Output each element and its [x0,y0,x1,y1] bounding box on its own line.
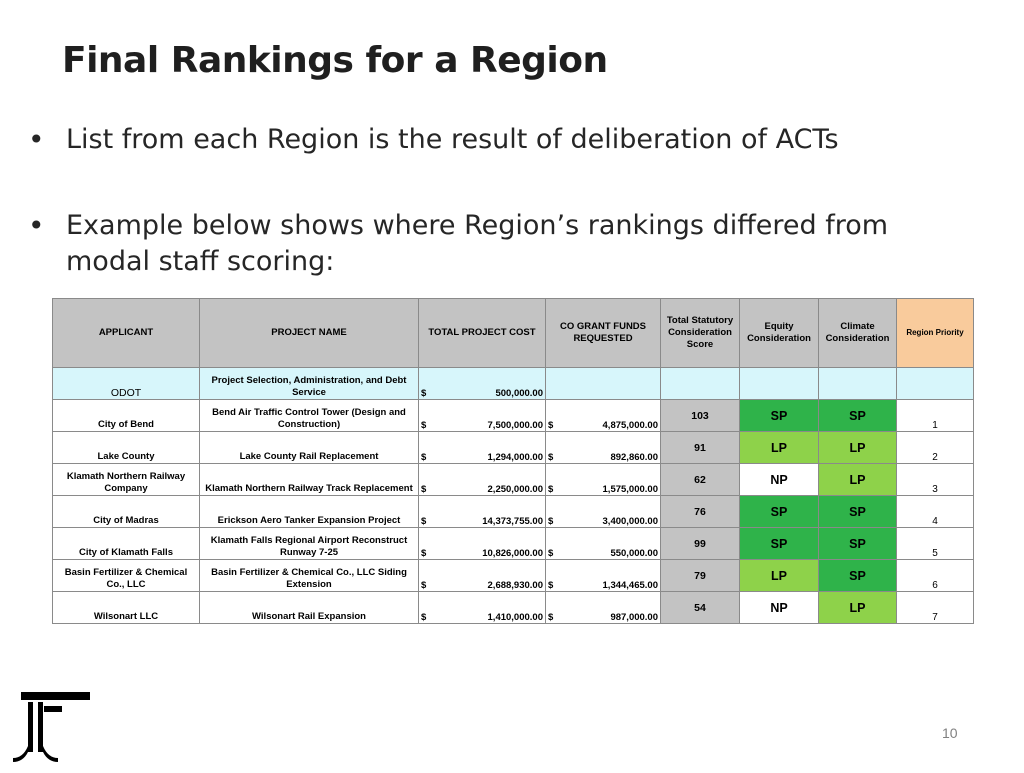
cell-climate: SP [819,400,897,432]
cell-total-cost-amount: 2,688,930.00 [487,580,543,591]
currency-symbol: $ [548,612,554,623]
col-header-co-grant-funds: CO GRANT FUNDS REQUESTED [546,299,661,368]
bullet-list [28,122,958,280]
cell-score: 103 [661,400,740,432]
cell-grant [546,464,661,496]
cell-project-name: Klamath Falls Regional Airport Reconstruct Runway 7-25 [200,528,419,560]
currency-symbol: $ [421,548,427,559]
currency-symbol: $ [548,580,554,591]
cell-project-name: Klamath Northern Railway Track Replacement [200,464,419,496]
cell-grant-amount: 550,000.00 [610,548,658,559]
col-header-total-project-cost: TOTAL PROJECT COST [419,299,546,368]
cell-total-cost [419,592,546,624]
cell-project-name: Project Selection, Administration, and Debt Service [200,368,419,400]
cell-priority: 3 [897,464,974,496]
cell-priority: 4 [897,496,974,528]
cell-total-cost [419,528,546,560]
cell-score: 54 [661,592,740,624]
cell-grant [546,400,661,432]
table-header-row [53,299,974,368]
cell-grant [546,496,661,528]
cell-total-cost-amount: 1,294,000.00 [487,452,543,463]
currency-symbol: $ [548,516,554,527]
cell-equity: LP [740,560,819,592]
cell-total-cost-amount: 7,500,000.00 [487,420,543,431]
cell-total-cost-amount: 2,250,000.00 [487,484,543,495]
cell-climate [819,368,897,400]
table-row [53,432,974,464]
cell-equity: SP [740,400,819,432]
cell-equity: LP [740,432,819,464]
cell-grant-amount: 3,400,000.00 [602,516,658,527]
odot-logo-icon [0,684,102,768]
cell-total-cost [419,560,546,592]
currency-symbol: $ [421,612,427,623]
rankings-table [52,298,974,624]
slide-title: Final Rankings for a Region [62,40,608,81]
cell-total-cost [419,400,546,432]
cell-climate: LP [819,432,897,464]
cell-grant-amount: 1,575,000.00 [602,484,658,495]
cell-grant [546,592,661,624]
cell-grant-amount: 4,875,000.00 [602,420,658,431]
cell-equity: SP [740,528,819,560]
currency-symbol: $ [421,580,427,591]
col-header-climate: Climate Consideration [819,299,897,368]
cell-grant-amount: 892,860.00 [610,452,658,463]
cell-priority [897,368,974,400]
cell-applicant: City of Madras [53,496,200,528]
currency-symbol: $ [548,452,554,463]
cell-grant [546,432,661,464]
cell-project-name: Basin Fertilizer & Chemical Co., LLC Siding Extension [200,560,419,592]
currency-symbol: $ [421,420,427,431]
cell-equity: NP [740,592,819,624]
cell-score: 99 [661,528,740,560]
cell-climate: LP [819,592,897,624]
col-header-project-name: PROJECT NAME [200,299,419,368]
currency-symbol: $ [421,388,427,399]
cell-total-cost [419,432,546,464]
cell-project-name: Wilsonart Rail Expansion [200,592,419,624]
cell-applicant: City of Bend [53,400,200,432]
odot-logo-graphic [0,684,102,768]
cell-equity: SP [740,496,819,528]
cell-total-cost-amount: 10,826,000.00 [482,548,543,559]
cell-score: 62 [661,464,740,496]
page-number: 10 [942,725,958,741]
cell-grant-amount: 1,344,465.00 [602,580,658,591]
col-header-equity: Equity Consideration [740,299,819,368]
cell-applicant: ODOT [53,368,200,400]
cell-grant [546,528,661,560]
table-row [53,592,974,624]
cell-total-cost-amount: 14,373,755.00 [482,516,543,527]
cell-equity [740,368,819,400]
table-row [53,464,974,496]
cell-score: 91 [661,432,740,464]
cell-project-name: Lake County Rail Replacement [200,432,419,464]
cell-priority: 7 [897,592,974,624]
col-header-region-priority: Region Priority [897,299,974,368]
cell-priority: 1 [897,400,974,432]
cell-project-name: Erickson Aero Tanker Expansion Project [200,496,419,528]
table-row [53,528,974,560]
cell-project-name: Bend Air Traffic Control Tower (Design and Construction) [200,400,419,432]
cell-climate: SP [819,528,897,560]
cell-grant [546,560,661,592]
cell-climate: SP [819,496,897,528]
cell-grant [546,368,661,400]
cell-equity: NP [740,464,819,496]
cell-priority: 6 [897,560,974,592]
currency-symbol: $ [548,420,554,431]
cell-score [661,368,740,400]
bullet-item: • Example below shows where Region’s rankings differed from modal staff scoring: [28,208,958,280]
col-header-applicant: APPLICANT [53,299,200,368]
cell-priority: 2 [897,432,974,464]
currency-symbol: $ [421,452,427,463]
cell-applicant: City of Klamath Falls [53,528,200,560]
currency-symbol: $ [421,484,427,495]
cell-priority: 5 [897,528,974,560]
cell-grant-amount: 987,000.00 [610,612,658,623]
cell-score: 79 [661,560,740,592]
table-row [53,400,974,432]
table-row [53,368,974,400]
cell-score: 76 [661,496,740,528]
col-header-total-statutory-score: Total Statutory Consideration Score [661,299,740,368]
cell-total-cost [419,464,546,496]
cell-total-cost-amount: 1,410,000.00 [487,612,543,623]
cell-climate: LP [819,464,897,496]
cell-applicant: Wilsonart LLC [53,592,200,624]
cell-applicant: Lake County [53,432,200,464]
cell-climate: SP [819,560,897,592]
cell-total-cost-amount: 500,000.00 [495,388,543,399]
currency-symbol: $ [548,484,554,495]
currency-symbol: $ [421,516,427,527]
cell-applicant: Klamath Northern Railway Company [53,464,200,496]
cell-total-cost [419,368,546,400]
currency-symbol: $ [548,548,554,559]
table-row [53,496,974,528]
table-row [53,560,974,592]
cell-applicant: Basin Fertilizer & Chemical Co., LLC [53,560,200,592]
bullet-item: • List from each Region is the result of deliberation of ACTs [28,122,958,158]
cell-total-cost [419,496,546,528]
